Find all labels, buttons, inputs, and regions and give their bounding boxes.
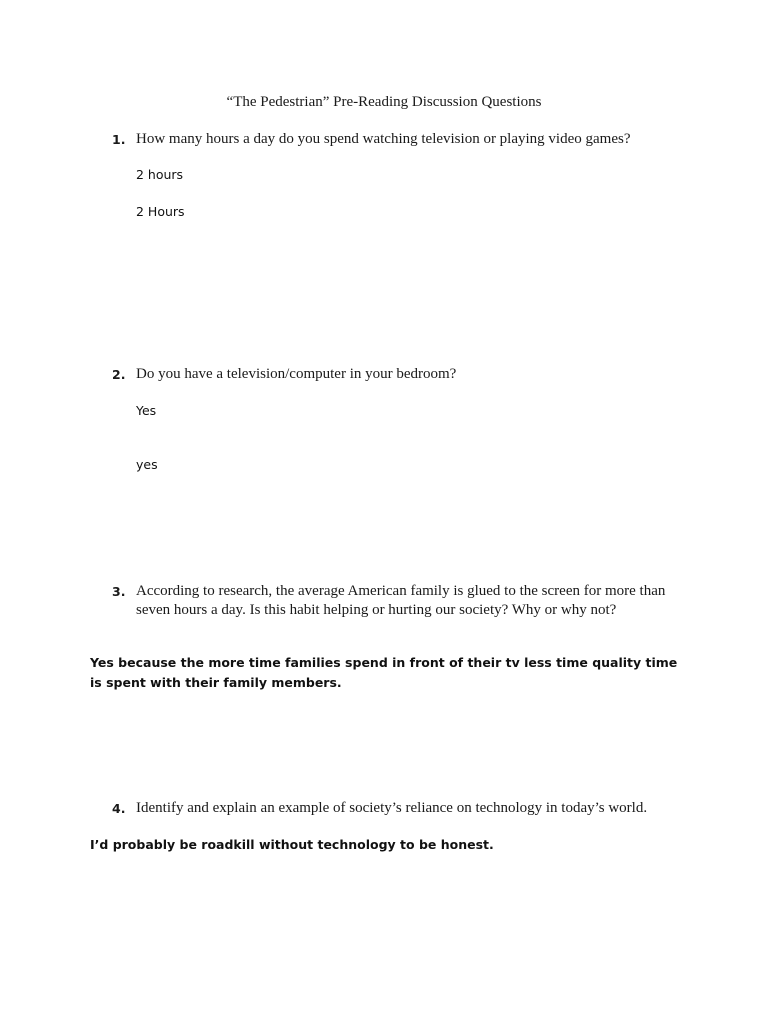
question-1 bbox=[112, 130, 672, 149]
question-3 bbox=[112, 582, 682, 620]
answer-3: Yes because the more time families spend in front of their tv less time quality time is spent with their family members. bbox=[90, 655, 678, 690]
question-text: Identify and explain an example of society’s reliance on technology in today’s world. bbox=[136, 800, 648, 816]
answer-1a: 2 hours bbox=[136, 167, 184, 182]
question-4 bbox=[112, 799, 672, 818]
question-text: Do you have a television/computer in your bedroom? bbox=[136, 366, 457, 382]
question-number: 1. bbox=[112, 132, 126, 147]
question-number: 3. bbox=[112, 584, 126, 599]
answer-4: I’d probably be roadkill without technology to be honest. bbox=[90, 837, 494, 852]
question-text: According to research, the average American family is glued to the screen for more than seven hours a day. Is this habit helping or hurting our society? Why or why not? bbox=[136, 583, 666, 618]
answer-2a: Yes bbox=[136, 403, 157, 418]
question-number: 2. bbox=[112, 367, 126, 382]
answer-2b: yes bbox=[136, 457, 158, 472]
question-2 bbox=[112, 365, 672, 384]
document-title: “The Pedestrian” Pre-Reading Discussion Questions bbox=[226, 94, 542, 110]
question-number: 4. bbox=[112, 801, 126, 816]
question-text: How many hours a day do you spend watching television or playing video games? bbox=[136, 131, 631, 147]
answer-1b: 2 Hours bbox=[136, 204, 185, 219]
